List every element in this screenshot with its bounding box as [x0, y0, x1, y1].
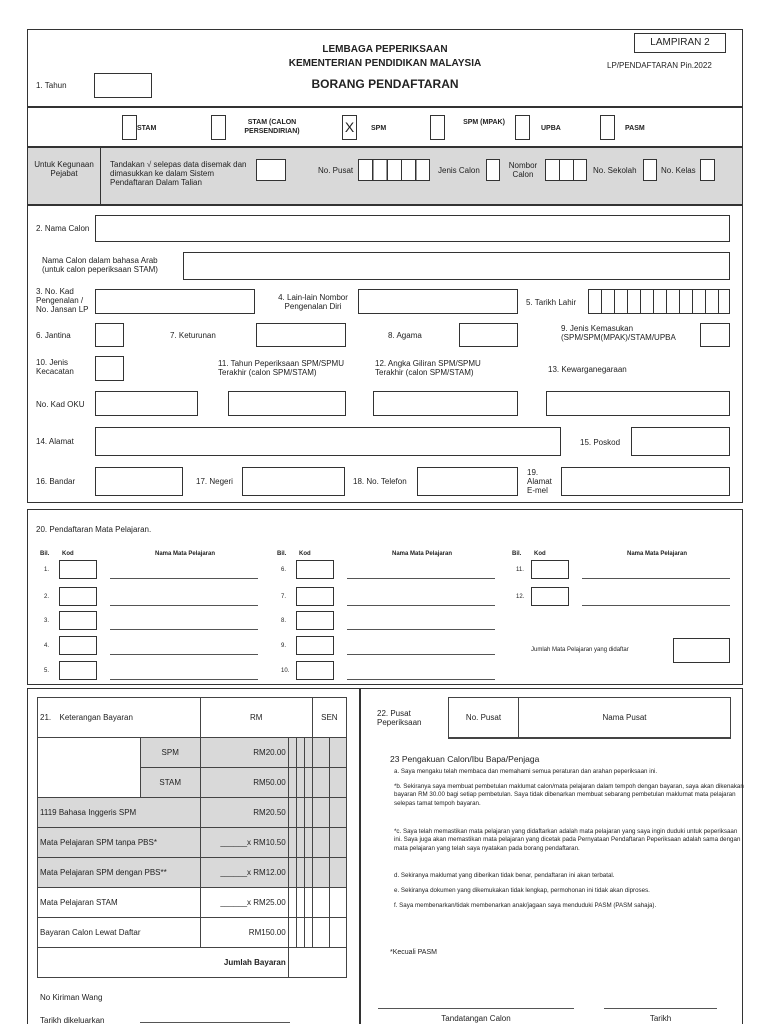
subject-name-line[interactable] [347, 679, 495, 680]
subject-code-input[interactable] [531, 587, 569, 606]
subject-name-line[interactable] [347, 605, 495, 606]
rm-cell[interactable] [288, 888, 296, 918]
no-kelas-label: No. Kelas [661, 166, 696, 175]
jumlah-subjek-input[interactable] [673, 638, 730, 663]
jantina-label: 6. Jantina [36, 331, 71, 340]
sen-header: SEN [312, 698, 346, 738]
form-title: BORANG PENDAFTARAN [311, 77, 459, 91]
rm-cell[interactable] [304, 738, 312, 768]
nama-pusat-input[interactable] [519, 738, 731, 739]
rm-header: RM [200, 698, 312, 738]
rm-cell[interactable] [304, 768, 312, 798]
tahun-terakhir-label: 11. Tahun Peperiksaan SPM/SPMU Terakhir (calon SPM/STAM) [218, 359, 344, 377]
pusat-table [448, 697, 731, 739]
subject-code-input[interactable] [531, 560, 569, 579]
jantina-input[interactable] [95, 323, 124, 347]
office-check-box[interactable] [256, 159, 286, 181]
sen-cell[interactable] [312, 798, 329, 828]
subject-name-line[interactable] [347, 654, 495, 655]
rm-cell[interactable] [304, 888, 312, 918]
header-title-1: LEMBAGA PEPERIKSAAN [322, 44, 448, 55]
rm-cell[interactable] [296, 738, 304, 768]
exam-checkbox[interactable]: X [342, 115, 357, 140]
nama-calon-input[interactable] [95, 215, 730, 242]
kecuali-note: *Kecuali PASM [390, 949, 437, 956]
rm-cell[interactable] [304, 828, 312, 858]
fee-row-label: 1119 Bahasa Inggeris SPM [38, 798, 201, 828]
kiriman-wang-label: No Kiriman Wang [40, 993, 103, 1002]
no-pusat-input[interactable] [449, 738, 519, 739]
bil-header: Bil. [40, 551, 50, 557]
spm-fee-label: SPM [140, 738, 200, 768]
sen-cell[interactable] [329, 828, 346, 858]
pusat-peperiksaan-label: 22. Pusat Peperiksaan [377, 709, 422, 727]
nama-header: Nama Mata Pelajaran [391, 551, 453, 557]
subject-number: 10. [281, 668, 290, 674]
office-note: Tandakan √ selepas data disemak dan dimasukkan ke dalam Sistem Pendaftaran Dalam Talian [110, 160, 247, 187]
declaration-item: e. Sekiranya dokumen yang dikemukakan tidak lengkap, permohonan ini tidak akan diproses. [394, 887, 650, 894]
kod-header: Kod [62, 551, 74, 557]
subject-code-input[interactable] [296, 560, 334, 579]
jenis-calon-label: Jenis Calon [438, 166, 480, 175]
rm-cell[interactable] [296, 858, 304, 888]
rm-cell[interactable] [304, 858, 312, 888]
stam-fee-value: RM50.00 [200, 768, 288, 798]
telefon-label: 18. No. Telefon [353, 477, 407, 486]
subject-number: 2. [44, 594, 50, 600]
alamat-input[interactable] [95, 427, 561, 456]
subject-code-input[interactable] [59, 661, 97, 680]
tarikh-dikeluarkan-line[interactable] [140, 1022, 290, 1023]
signature-line[interactable] [378, 1008, 574, 1009]
keterangan-header: Keterangan Bayaran [58, 698, 201, 738]
rm-cell[interactable] [296, 888, 304, 918]
subjects-title: 20. Pendaftaran Mata Pelajaran. [36, 525, 152, 534]
subject-name-line[interactable] [347, 578, 495, 579]
emel-input[interactable] [561, 467, 730, 496]
rm-cell[interactable] [288, 828, 296, 858]
fee-row-value: ______x RM10.50 [200, 828, 288, 858]
subject-number: 12. [516, 594, 525, 600]
nama-header: Nama Mata Pelajaran [154, 551, 216, 557]
bandar-label: 16. Bandar [36, 477, 76, 486]
declaration-item: *b. Sekiranya saya membuat pembetulan maklumat calon/mata pelajaran dalam tempoh dengan bayaran, saya akan dikenakan bayaran RM 30.00 bagi setiap pembetulan. Saya tidak dibenarkan membuat sebarang pembetulan maklumat mata pelajaran selepas tamat tempoh bayaran. [394, 783, 744, 807]
rm-cell[interactable] [296, 768, 304, 798]
subject-number: 7. [281, 594, 287, 600]
negeri-input[interactable] [242, 467, 345, 496]
lampiran-label: LAMPIRAN 2 [650, 37, 710, 48]
sen-cell[interactable] [329, 798, 346, 828]
exam-checkbox[interactable] [122, 115, 137, 140]
subject-code-input[interactable] [59, 611, 97, 630]
exam-checkbox[interactable] [211, 115, 226, 140]
subject-name-line[interactable] [582, 578, 730, 579]
kewarganegaraan-label: 13. Kewarganegaraan [548, 365, 627, 374]
keturunan-input[interactable] [256, 323, 346, 347]
declaration-title: 23 Pengakuan Calon/Ibu Bapa/Penjaga [390, 754, 540, 764]
fee-row-value: ______x RM12.00 [200, 858, 288, 888]
rm-cell[interactable] [304, 798, 312, 828]
agama-label: 8. Agama [388, 331, 422, 340]
sen-cell[interactable] [312, 738, 329, 768]
nama-calon-label: 2. Nama Calon [36, 224, 90, 233]
office-use-label: Untuk Kegunaan Pejabat [34, 160, 94, 178]
date-line[interactable] [604, 1008, 717, 1009]
kad-pengenalan-input[interactable] [95, 289, 255, 314]
exam-label: PASM [625, 125, 645, 132]
stam-fee-label: STAM [140, 768, 200, 798]
personal-info-section [27, 205, 743, 503]
sen-cell[interactable] [312, 828, 329, 858]
fee-row-label: Mata Pelajaran STAM [38, 888, 201, 918]
sen-cell[interactable] [329, 918, 346, 948]
tahun-terakhir-input[interactable] [228, 391, 346, 416]
alamat-label: 14. Alamat [36, 437, 74, 446]
angka-giliran-input[interactable] [373, 391, 518, 416]
jenis-calon-input[interactable] [486, 159, 500, 181]
rm-cell[interactable] [288, 738, 296, 768]
kad-oku-input[interactable] [95, 391, 198, 416]
subject-name-line[interactable] [110, 629, 258, 630]
rm-cell[interactable] [296, 918, 304, 948]
rm-cell[interactable] [288, 798, 296, 828]
office-divider [100, 147, 101, 205]
header-title-2: KEMENTERIAN PENDIDIKAN MALAYSIA [288, 58, 482, 69]
payment-table [37, 697, 347, 978]
fee-row-value: RM150.00 [200, 918, 288, 948]
subject-code-input[interactable] [296, 611, 334, 630]
nombor-calon-label: Nombor Calon [508, 161, 538, 179]
nama-header: Nama Mata Pelajaran [626, 551, 688, 557]
jenis-kecacatan-input[interactable] [95, 356, 124, 381]
rm-cell[interactable] [296, 798, 304, 828]
fee-row-label: Bayaran Calon Lewat Daftar [38, 918, 201, 948]
subject-name-line[interactable] [110, 578, 258, 579]
kewarganegaraan-input[interactable] [546, 391, 730, 416]
agama-input[interactable] [459, 323, 518, 347]
angka-giliran-label: 12. Angka Giliran SPM/SPMU Terakhir (calon SPM/STAM) [375, 359, 481, 377]
poskod-input[interactable] [631, 427, 730, 456]
subject-number: 5. [44, 668, 50, 674]
rm-cell[interactable] [288, 918, 296, 948]
jenis-kecacatan-label: 10. Jenis Kecacatan [36, 358, 74, 376]
fee-row-value: RM20.50 [200, 798, 288, 828]
jumlah-bayaran-label: Jumlah Bayaran [38, 948, 289, 978]
exam-label: STAM (CALON PERSENDIRIAN) [244, 119, 300, 135]
tarikh-dikeluarkan-label: Tarikh dikeluarkan [40, 1016, 105, 1024]
rm-cell[interactable] [296, 828, 304, 858]
subject-number: 1. [44, 567, 50, 573]
fee-row-value: ______x RM25.00 [200, 888, 288, 918]
subject-name-line[interactable] [110, 654, 258, 655]
jumlah-bayaran-input[interactable] [288, 948, 346, 978]
payment-num: 21. [38, 698, 58, 738]
subject-name-line[interactable] [110, 605, 258, 606]
exam-label: SPM (MPAK) [463, 119, 505, 126]
sen-cell[interactable] [312, 918, 329, 948]
date-label: Tarikh [649, 1014, 672, 1023]
bil-header: Bil. [277, 551, 287, 557]
declaration-item: f. Saya membenarkan/tidak membenarkan anak/jagaan saya menduduki PASM (PASM sahaja). [394, 902, 657, 909]
subject-number: 4. [44, 643, 50, 649]
payment-blank-cell [38, 738, 141, 798]
form-reference: LP/PENDAFTARAN Pin.2022 [607, 61, 712, 70]
lain-lain-label: 4. Lain-lain Nombor Pengenalan Diri [278, 293, 348, 311]
subject-number: 8. [281, 618, 287, 624]
subjects-section [27, 509, 743, 685]
rm-cell[interactable] [304, 918, 312, 948]
subject-name-line[interactable] [582, 605, 730, 606]
tarikh-lahir-label: 5. Tarikh Lahir [526, 298, 577, 307]
nama-arab-label: Nama Calon dalam bahasa Arab (untuk calon peperiksaan STAM) [42, 256, 158, 274]
sen-cell[interactable] [329, 768, 346, 798]
bil-header: Bil. [512, 551, 522, 557]
negeri-label: 17. Negeri [196, 477, 233, 486]
spm-fee-value: RM20.00 [200, 738, 288, 768]
no-pusat-header: No. Pusat [449, 698, 519, 738]
sen-cell[interactable] [312, 768, 329, 798]
nama-arab-input[interactable] [183, 252, 730, 280]
exam-label: SPM [371, 125, 387, 132]
sen-cell[interactable] [312, 888, 329, 918]
subject-code-input[interactable] [296, 587, 334, 606]
kad-oku-label: No. Kad OKU [36, 400, 85, 409]
jumlah-subjek-label: Jumlah Mata Pelajaran yang didaftar [531, 647, 629, 653]
subject-code-input[interactable] [59, 560, 97, 579]
declaration-item: *c. Saya telah memastikan mata pelajaran yang didaftarkan adalah mata pelajaran yang saya ingin duduki untuk peperiksaan ini. Saya juga akan memastikan mata pelajaran yang dicetak pada Pernyataan Pendaftaran Peperiksaan adalah sama dengan mata pelajaran yang telah saya nyatakan pada borang pendaftaran. [394, 828, 741, 852]
no-kelas-input[interactable] [700, 159, 715, 181]
subject-code-input[interactable] [59, 587, 97, 606]
subject-number: 6. [281, 567, 287, 573]
no-pusat-office-input[interactable] [358, 159, 430, 181]
exam-label: UPBA [541, 125, 561, 132]
sen-cell[interactable] [312, 858, 329, 888]
subject-code-input[interactable] [296, 636, 334, 655]
telefon-input[interactable] [417, 467, 518, 496]
emel-label: 19. Alamat E-mel [527, 468, 552, 495]
sen-cell[interactable] [329, 738, 346, 768]
tahun-label: 1. Tahun [36, 81, 67, 90]
subject-name-line[interactable] [110, 679, 258, 680]
bandar-input[interactable] [95, 467, 183, 496]
subject-code-input[interactable] [296, 661, 334, 680]
fee-row-label: Mata Pelajaran SPM tanpa PBS* [38, 828, 201, 858]
keturunan-label: 7. Keturunan [170, 331, 216, 340]
kod-header: Kod [299, 551, 311, 557]
jenis-kemasukan-label: 9. Jenis Kemasukan (SPM/SPM(MPAK)/STAM/UPBA [561, 324, 676, 342]
exam-label: STAM [137, 125, 157, 132]
no-sekolah-label: No. Sekolah [593, 166, 637, 175]
declaration-item: a. Saya mengaku telah membaca dan memahami semua peraturan dan arahan peperiksaan ini. [394, 768, 658, 775]
poskod-label: 15. Poskod [580, 438, 621, 447]
subject-number: 9. [281, 643, 287, 649]
nombor-calon-input[interactable] [545, 159, 587, 181]
subject-number: 11. [516, 567, 524, 573]
rm-cell[interactable] [288, 768, 296, 798]
sen-cell[interactable] [329, 858, 346, 888]
subject-code-input[interactable] [59, 636, 97, 655]
exam-checkbox[interactable] [515, 115, 530, 140]
subject-name-line[interactable] [347, 629, 495, 630]
lain-lain-input[interactable] [358, 289, 518, 314]
kad-pengenalan-label: 3. No. Kad Pengenalan / No. Jansan LP [36, 287, 89, 314]
fee-row-label: Mata Pelajaran SPM dengan PBS** [38, 858, 201, 888]
tarikh-lahir-input[interactable] [588, 289, 730, 314]
exam-checkbox[interactable] [430, 115, 445, 140]
nama-pusat-header: Nama Pusat [519, 698, 731, 738]
subject-number: 3. [44, 618, 50, 624]
declaration-item: d. Sekiranya maklumat yang diberikan tidak benar, pendaftaran ini akan terbatal. [394, 872, 615, 879]
kod-header: Kod [534, 551, 546, 557]
jenis-kemasukan-input[interactable] [700, 323, 730, 347]
signature-label: Tandatangan Calon [441, 1014, 511, 1023]
rm-cell[interactable] [288, 858, 296, 888]
tahun-input[interactable] [94, 73, 152, 98]
exam-checkbox[interactable] [600, 115, 615, 140]
no-pusat-office-label: No. Pusat [318, 166, 354, 175]
no-sekolah-input[interactable] [643, 159, 657, 181]
sen-cell[interactable] [329, 888, 346, 918]
